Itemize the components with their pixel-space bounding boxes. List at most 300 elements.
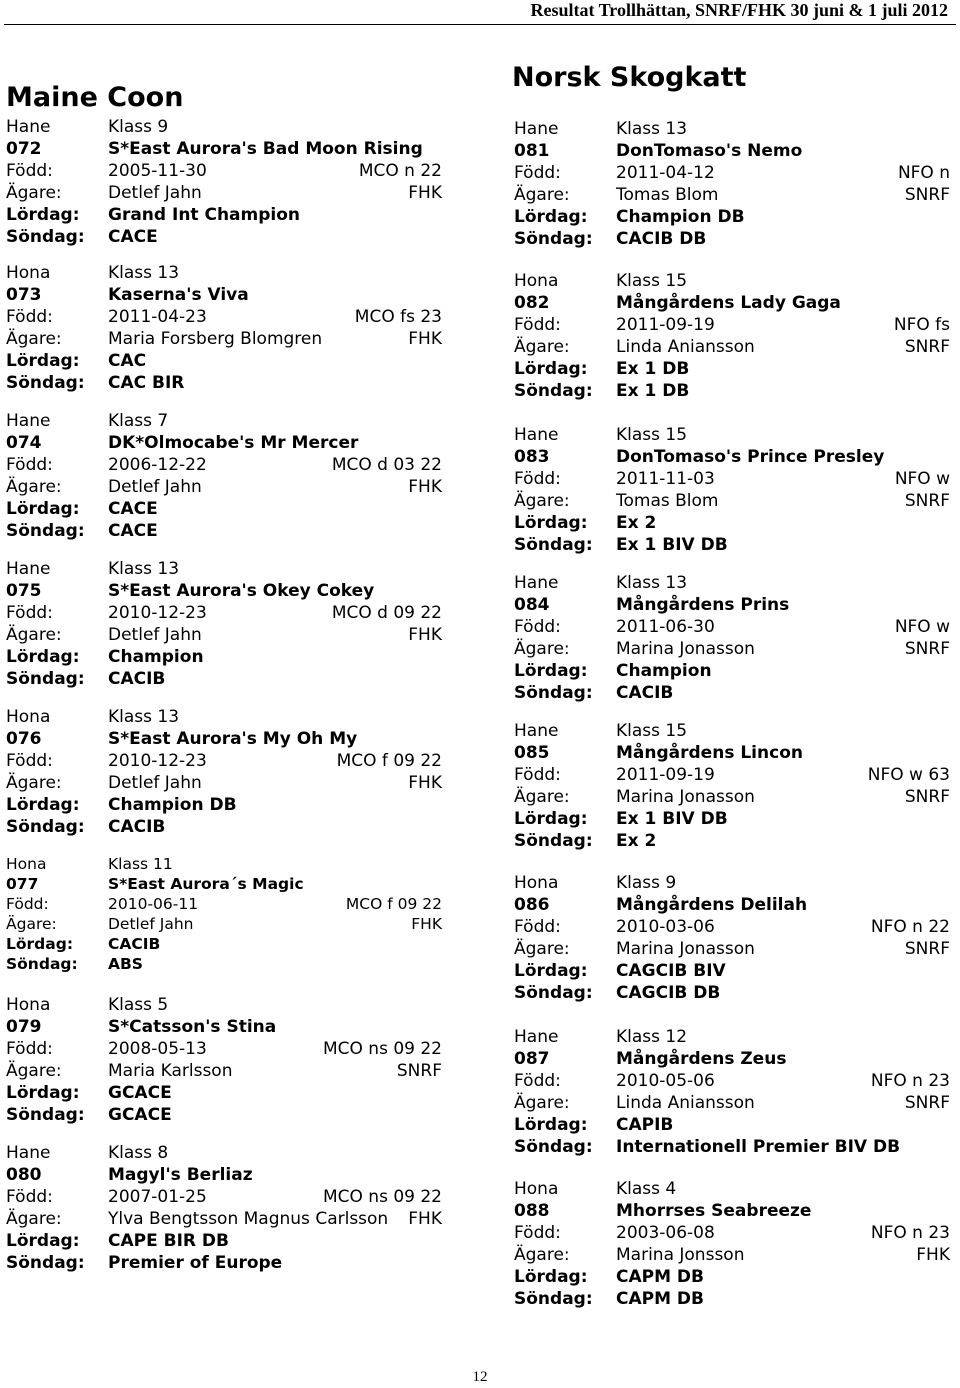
entry-line — [6, 204, 442, 226]
entry-line — [514, 1200, 950, 1222]
catalog-number: 084 — [514, 595, 550, 615]
owner-name: Marina Jonsson — [616, 1245, 745, 1265]
entry-line — [6, 914, 442, 934]
born-date: 2006-12-22 — [108, 455, 207, 475]
born-label: Född: — [514, 765, 561, 785]
born-label: Född: — [514, 315, 561, 335]
born-label: Född: — [514, 917, 561, 937]
entry-line — [514, 660, 950, 682]
sunday-result: ABS — [108, 955, 143, 973]
saturday-result: CAC — [108, 351, 147, 371]
catalog-number: 079 — [6, 1017, 42, 1037]
entry-line — [6, 138, 442, 160]
saturday-result: Champion DB — [108, 795, 237, 815]
entry-line — [6, 372, 442, 394]
cat-name: S*Catsson's Stina — [108, 1017, 277, 1037]
sunday-result: Ex 1 DB — [616, 381, 690, 401]
entry-line — [6, 794, 442, 816]
sex: Hona — [514, 1179, 559, 1199]
cat-name: S*East Aurora's Okey Cokey — [108, 581, 375, 601]
catalog-number: 072 — [6, 139, 42, 159]
born-date: 2008-05-13 — [108, 1039, 207, 1059]
club: SNRF — [904, 939, 950, 959]
sex: Hona — [6, 995, 51, 1015]
sunday-label: Söndag: — [6, 521, 85, 541]
catalog-number: 087 — [514, 1049, 550, 1069]
club: FHK — [408, 625, 442, 645]
ems-code: NFO w — [894, 617, 950, 637]
sunday-result: Ex 1 BIV DB — [616, 535, 728, 555]
entry-line — [6, 410, 442, 432]
born-date: 2005-11-30 — [108, 161, 207, 181]
entry-line — [6, 262, 442, 284]
catalog-number: 074 — [6, 433, 42, 453]
sunday-result: CACIB — [108, 817, 166, 837]
club: SNRF — [396, 1061, 442, 1081]
entry-line — [514, 616, 950, 638]
entry-line — [6, 750, 442, 772]
sunday-result: Internationell Premier BIV DB — [616, 1137, 901, 1157]
klass: Klass 15 — [616, 271, 688, 291]
born-label: Född: — [514, 469, 561, 489]
entry-line — [6, 994, 442, 1016]
sunday-label: Söndag: — [6, 227, 85, 247]
cat-entry — [514, 1178, 950, 1310]
owner-label: Ägare: — [514, 491, 570, 511]
entry-line — [6, 160, 442, 182]
sex: Hane — [6, 1143, 51, 1163]
cat-entry — [6, 558, 442, 690]
ems-code: NFO n 23 — [870, 1223, 950, 1243]
owner-label: Ägare: — [6, 477, 62, 497]
born-date: 2010-05-06 — [616, 1071, 715, 1091]
page-header: Resultat Trollhättan, SNRF/FHK 30 juni & 1 juli 2012 — [530, 0, 948, 20]
sunday-label: Söndag: — [6, 817, 85, 837]
owner-name: Detlef Jahn — [108, 915, 194, 933]
born-label: Född: — [6, 751, 53, 771]
ems-code: MCO d 09 22 — [331, 603, 442, 623]
entry-line — [514, 960, 950, 982]
saturday-result: CAPIB — [616, 1115, 674, 1135]
entry-line — [6, 706, 442, 728]
cat-entry — [6, 1142, 442, 1274]
entry-line — [514, 1092, 950, 1114]
saturday-result: Champion — [108, 647, 204, 667]
entry-line — [6, 954, 442, 974]
sex: Hona — [514, 873, 559, 893]
saturday-label: Lördag: — [6, 1083, 80, 1103]
sunday-label: Söndag: — [6, 373, 85, 393]
entry-line — [514, 1266, 950, 1288]
saturday-result: Ex 1 BIV DB — [616, 809, 728, 829]
entry-line — [514, 638, 950, 660]
club: FHK — [408, 329, 442, 349]
entry-line — [6, 182, 442, 204]
club: FHK — [408, 477, 442, 497]
born-label: Född: — [6, 1187, 53, 1207]
entry-line — [514, 1026, 950, 1048]
cat-entry — [514, 872, 950, 1004]
cat-entry — [6, 410, 442, 542]
born-label: Född: — [514, 1223, 561, 1243]
born-label: Född: — [514, 1071, 561, 1091]
ems-code: MCO d 03 22 — [331, 455, 442, 475]
cat-name: Mångårdens Prins — [616, 595, 790, 615]
klass: Klass 15 — [616, 721, 688, 741]
born-date: 2010-12-23 — [108, 603, 207, 623]
entry-line — [514, 1288, 950, 1310]
sunday-label: Söndag: — [514, 683, 593, 703]
entry-line — [6, 894, 442, 914]
entry-line — [514, 490, 950, 512]
sunday-result: CAPM DB — [616, 1289, 704, 1309]
saturday-label: Lördag: — [514, 1115, 588, 1135]
entry-line — [6, 668, 442, 690]
ems-code: MCO n 22 — [358, 161, 442, 181]
entry-line — [514, 720, 950, 742]
entry-line — [6, 772, 442, 794]
cat-entry — [514, 118, 950, 250]
entry-line — [514, 764, 950, 786]
saturday-result: CAGCIB BIV — [616, 961, 726, 981]
owner-name: Marina Jonasson — [616, 939, 755, 959]
sunday-label: Söndag: — [514, 1289, 593, 1309]
entry-line — [6, 602, 442, 624]
entry-line — [6, 498, 442, 520]
entry-line — [6, 476, 442, 498]
born-label: Född: — [514, 617, 561, 637]
sunday-result: CAGCIB DB — [616, 983, 721, 1003]
entry-line — [6, 1208, 442, 1230]
sunday-label: Söndag: — [514, 831, 593, 851]
sunday-label: Söndag: — [514, 1137, 593, 1157]
cat-name: DonTomaso's Nemo — [616, 141, 803, 161]
club: FHK — [408, 183, 442, 203]
born-label: Född: — [6, 455, 53, 475]
owner-name: Tomas Blom — [616, 185, 719, 205]
saturday-result: Champion — [616, 661, 712, 681]
catalog-number: 073 — [6, 285, 42, 305]
born-label: Född: — [6, 161, 53, 181]
sunday-result: Ex 2 — [616, 831, 657, 851]
ems-code: MCO ns 09 22 — [322, 1187, 442, 1207]
saturday-result: GCACE — [108, 1083, 172, 1103]
owner-label: Ägare: — [6, 1209, 62, 1229]
saturday-label: Lördag: — [6, 935, 74, 953]
saturday-result: CAPM DB — [616, 1267, 704, 1287]
ems-code: MCO fs 23 — [354, 307, 442, 327]
cat-name: Kaserna's Viva — [108, 285, 249, 305]
entry-line — [514, 594, 950, 616]
cat-name: Magyl's Berliaz — [108, 1165, 253, 1185]
owner-name: Detlef Jahn — [108, 477, 202, 497]
entry-line — [514, 292, 950, 314]
born-date: 2011-09-19 — [616, 315, 715, 335]
entry-line — [514, 808, 950, 830]
entry-line — [514, 206, 950, 228]
entry-line — [514, 916, 950, 938]
club: FHK — [411, 915, 442, 933]
entry-line — [6, 874, 442, 894]
owner-name: Tomas Blom — [616, 491, 719, 511]
klass: Klass 15 — [616, 425, 688, 445]
entry-line — [514, 1178, 950, 1200]
entry-line — [6, 624, 442, 646]
entry-line — [6, 1060, 442, 1082]
owner-label: Ägare: — [514, 787, 570, 807]
header-divider — [4, 24, 956, 25]
entry-line — [514, 534, 950, 556]
entry-line — [514, 572, 950, 594]
owner-label: Ägare: — [6, 183, 62, 203]
entry-line — [6, 1252, 442, 1274]
entry-line — [514, 228, 950, 250]
entry-line — [6, 1230, 442, 1252]
entry-line — [6, 226, 442, 248]
cat-entry — [514, 720, 950, 852]
klass: Klass 8 — [108, 1143, 169, 1163]
ems-code: NFO n 23 — [870, 1071, 950, 1091]
catalog-number: 088 — [514, 1201, 550, 1221]
entry-line — [514, 118, 950, 140]
saturday-result: Ex 1 DB — [616, 359, 690, 379]
entry-line — [6, 728, 442, 750]
entry-line — [514, 1048, 950, 1070]
catalog-number: 086 — [514, 895, 550, 915]
owner-label: Ägare: — [514, 1093, 570, 1113]
saturday-result: CAPE BIR DB — [108, 1231, 229, 1251]
owner-label: Ägare: — [6, 773, 62, 793]
entry-line — [6, 432, 442, 454]
sunday-result: Premier of Europe — [108, 1253, 283, 1273]
cat-entry — [514, 270, 950, 402]
catalog-number: 083 — [514, 447, 550, 467]
saturday-label: Lördag: — [6, 1231, 80, 1251]
entry-line — [514, 682, 950, 704]
owner-name: Linda Aniansson — [616, 337, 755, 357]
sunday-result: CACIB DB — [616, 229, 707, 249]
club: SNRF — [904, 639, 950, 659]
owner-name: Maria Karlsson — [108, 1061, 233, 1081]
cat-name: S*East Aurora's My Oh My — [108, 729, 358, 749]
entry-line — [514, 184, 950, 206]
born-date: 2011-06-30 — [616, 617, 715, 637]
entry-line — [6, 1016, 442, 1038]
sex: Hona — [6, 263, 51, 283]
sunday-result: GCACE — [108, 1105, 172, 1125]
born-label: Född: — [6, 307, 53, 327]
entry-line — [6, 306, 442, 328]
cat-entry — [6, 854, 442, 974]
sex: Hane — [514, 119, 559, 139]
owner-label: Ägare: — [514, 639, 570, 659]
catalog-number: 082 — [514, 293, 550, 313]
ems-code: NFO n — [897, 163, 950, 183]
section-title-norsk-skogkatt: Norsk Skogkatt — [512, 62, 747, 93]
sunday-result: CAC BIR — [108, 373, 185, 393]
catalog-number: 077 — [6, 875, 39, 893]
owner-label: Ägare: — [6, 625, 62, 645]
klass: Klass 11 — [108, 855, 173, 873]
cat-name: Mångårdens Lincon — [616, 743, 803, 763]
entry-line — [6, 646, 442, 668]
born-date: 2011-11-03 — [616, 469, 715, 489]
entry-line — [514, 1136, 950, 1158]
saturday-result: Grand Int Champion — [108, 205, 301, 225]
entry-line — [514, 1114, 950, 1136]
klass: Klass 13 — [616, 573, 688, 593]
ems-code: NFO n 22 — [870, 917, 950, 937]
cat-entry — [514, 572, 950, 704]
entry-line — [514, 872, 950, 894]
entry-line — [514, 786, 950, 808]
cat-name: S*East Aurora´s Magic — [108, 875, 304, 893]
entry-line — [514, 938, 950, 960]
saturday-label: Lördag: — [514, 207, 588, 227]
cat-entry — [6, 116, 442, 248]
sunday-result: CACE — [108, 227, 158, 247]
entry-line — [514, 982, 950, 1004]
entry-line — [514, 424, 950, 446]
sex: Hane — [514, 573, 559, 593]
entry-line — [6, 284, 442, 306]
entry-line — [514, 742, 950, 764]
entry-line — [6, 934, 442, 954]
entry-line — [514, 446, 950, 468]
club: SNRF — [904, 185, 950, 205]
entry-line — [6, 350, 442, 372]
klass: Klass 9 — [108, 117, 169, 137]
saturday-label: Lördag: — [514, 359, 588, 379]
entry-line — [6, 116, 442, 138]
owner-name: Maria Forsberg Blomgren — [108, 329, 323, 349]
owner-name: Detlef Jahn — [108, 183, 202, 203]
klass: Klass 13 — [616, 119, 688, 139]
saturday-result: CACIB — [108, 935, 161, 953]
klass: Klass 13 — [108, 707, 180, 727]
entry-line — [514, 1244, 950, 1266]
owner-name: Ylva Bengtsson Magnus Carlsson — [108, 1209, 389, 1229]
entry-line — [6, 1142, 442, 1164]
entry-line — [6, 1164, 442, 1186]
sex: Hane — [514, 721, 559, 741]
ems-code: NFO fs — [893, 315, 950, 335]
entry-line — [6, 1186, 442, 1208]
owner-label: Ägare: — [6, 329, 62, 349]
sex: Hona — [514, 271, 559, 291]
owner-name: Linda Aniansson — [616, 1093, 755, 1113]
owner-name: Marina Jonasson — [616, 639, 755, 659]
entry-line — [514, 468, 950, 490]
entry-line — [514, 894, 950, 916]
entry-line — [6, 1104, 442, 1126]
sunday-label: Söndag: — [514, 535, 593, 555]
cat-entry — [514, 424, 950, 556]
entry-line — [514, 1222, 950, 1244]
cat-entry — [514, 1026, 950, 1158]
sex: Hona — [6, 707, 51, 727]
entry-line — [6, 816, 442, 838]
saturday-label: Lördag: — [6, 351, 80, 371]
saturday-label: Lördag: — [514, 961, 588, 981]
cat-entry — [6, 994, 442, 1126]
cat-name: Mångårdens Lady Gaga — [616, 293, 841, 313]
sex: Hane — [6, 559, 51, 579]
entry-line — [514, 380, 950, 402]
ems-code: NFO w — [894, 469, 950, 489]
entry-line — [514, 162, 950, 184]
catalog-number: 080 — [6, 1165, 42, 1185]
page-number: 12 — [472, 1369, 488, 1385]
entry-line — [6, 328, 442, 350]
catalog-number: 075 — [6, 581, 42, 601]
club: FHK — [408, 1209, 442, 1229]
sunday-label: Söndag: — [514, 381, 593, 401]
entry-line — [514, 830, 950, 852]
sunday-label: Söndag: — [6, 1105, 85, 1125]
club: SNRF — [904, 787, 950, 807]
saturday-label: Lördag: — [6, 795, 80, 815]
cat-name: DK*Olmocabe's Mr Mercer — [108, 433, 359, 453]
cat-name: DonTomaso's Prince Presley — [616, 447, 885, 467]
entry-line — [6, 520, 442, 542]
entry-line — [514, 1070, 950, 1092]
saturday-result: Champion DB — [616, 207, 745, 227]
sex: Hane — [514, 425, 559, 445]
born-date: 2010-12-23 — [108, 751, 207, 771]
catalog-number: 085 — [514, 743, 550, 763]
owner-label: Ägare: — [514, 939, 570, 959]
sex: Hona — [6, 855, 47, 873]
klass: Klass 4 — [616, 1179, 677, 1199]
club: FHK — [916, 1245, 950, 1265]
club: FHK — [408, 773, 442, 793]
born-label: Född: — [6, 1039, 53, 1059]
born-date: 2010-06-11 — [108, 895, 199, 913]
entry-line — [514, 270, 950, 292]
owner-label: Ägare: — [6, 915, 57, 933]
saturday-label: Lördag: — [514, 513, 588, 533]
klass: Klass 13 — [108, 559, 180, 579]
saturday-label: Lördag: — [514, 661, 588, 681]
entry-line — [6, 558, 442, 580]
saturday-label: Lördag: — [514, 1267, 588, 1287]
saturday-label: Lördag: — [6, 205, 80, 225]
entry-line — [6, 1082, 442, 1104]
klass: Klass 13 — [108, 263, 180, 283]
owner-name: Marina Jonasson — [616, 787, 755, 807]
sunday-label: Söndag: — [514, 229, 593, 249]
born-label: Född: — [6, 603, 53, 623]
born-date: 2007-01-25 — [108, 1187, 207, 1207]
cat-name: Mångårdens Delilah — [616, 895, 808, 915]
entry-line — [514, 140, 950, 162]
cat-name: S*East Aurora's Bad Moon Rising — [108, 139, 423, 159]
born-date: 2011-04-23 — [108, 307, 207, 327]
sunday-result: CACIB — [616, 683, 674, 703]
born-date: 2011-04-12 — [616, 163, 715, 183]
born-label: Född: — [514, 163, 561, 183]
saturday-label: Lördag: — [6, 499, 80, 519]
owner-label: Ägare: — [6, 1061, 62, 1081]
sunday-label: Söndag: — [6, 669, 85, 689]
section-title-maine-coon: Maine Coon — [6, 82, 184, 113]
cat-name: Mhorrses Seabreeze — [616, 1201, 812, 1221]
saturday-result: Ex 2 — [616, 513, 657, 533]
catalog-number: 076 — [6, 729, 42, 749]
born-date: 2010-03-06 — [616, 917, 715, 937]
cat-entry — [6, 262, 442, 394]
